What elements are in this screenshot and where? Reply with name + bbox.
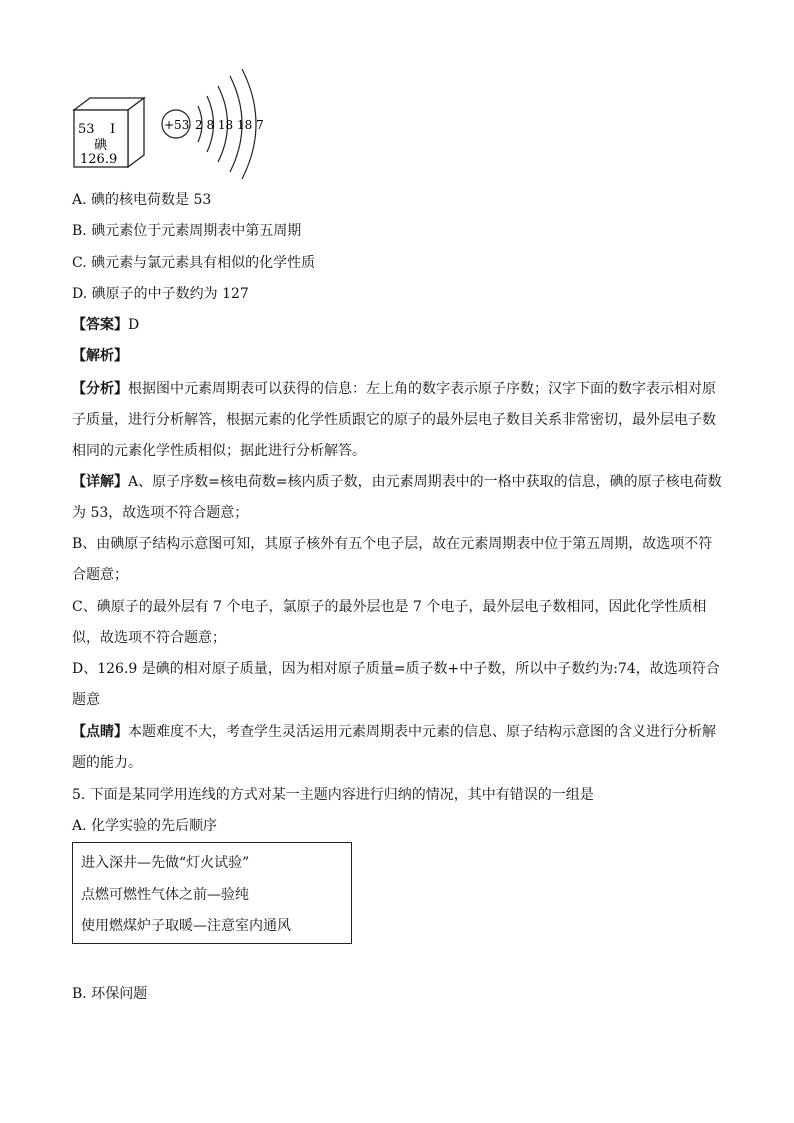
detail-paragraph-d: D、126.9 是碘的相对原子质量，因为相对原子质量=质子数+中子数，所以中子数约为:74，故选项符合题意 [72,661,720,708]
detail-paragraph-b: B、由碘原子结构示意图可知，其原子核外有五个电子层，故在元素周期表中位于第五周期，故选项不符合题意； [72,536,713,583]
answer-line [72,315,139,335]
detail-a-text: A、原子序数=核电荷数=核内质子数，由元素周期表中的一格中获取的信息，碘的原子核电荷数为 53，故选项不符合题意； [72,474,722,521]
option-d: D. 碘原子的中子数约为 127 [72,286,249,302]
nucleus-charge: +53 [164,118,190,132]
box-line-1: 进入深井—先做“灯火试验” [81,855,250,871]
atomic-number: 53 [78,122,95,137]
analysis-sub-label: 【分析】 [72,381,128,397]
comment-text: 本题难度不大，考查学生灵活运用元素周期表中元素的信息、原子结构示意图的含义进行分析解题的能力。 [72,724,716,771]
atom-diagram [162,69,264,179]
analysis-text: 根据图中元素周期表可以获得的信息：左上角的数字表示原子序数；汉字下面的数字表示相对原子质量，进行分析解答，根据元素的化学性质跟它的原子的最外层电子数目关系非常密切，最外层电子数相同的元素化学性质相似；据此进行分析解答。 [72,381,716,459]
option-a: A. 碘的核电荷数是 53 [72,192,212,208]
iodine-figure [72,66,272,182]
element-tile [74,98,144,167]
detail-paragraph-c: C、碘原子的最外层有 7 个电子，氯原子的最外层也是 7 个电子，最外层电子数相同，因此化学性质相似，故选项不符合题意； [72,599,707,646]
answer-value: D [128,317,140,333]
element-name: 碘 [94,138,108,153]
question5-option-b-title: B. 环保问题 [72,986,148,1002]
comment-paragraph [72,717,724,779]
option-c: C. 碘元素与氯元素具有相似的化学性质 [72,255,316,271]
option-a-box [72,842,352,944]
analysis-label: 【解析】 [72,348,128,364]
analysis-heading [72,346,128,366]
comment-label: 【点睛】 [72,724,128,740]
detail-label: 【详解】 [72,474,128,490]
detail-paragraph-a [72,467,724,529]
shell-electrons: 2 8 18 18 7 [195,118,264,132]
question5-stem: 5. 下面是某同学用连线的方式对某一主题内容进行归纳的情况，其中有错误的一组是 [72,787,594,803]
analysis-paragraph [72,374,724,467]
answer-label: 【答案】 [72,317,128,333]
element-symbol: I [110,122,116,137]
box-line-3: 使用燃煤炉子取暖—注意室内通风 [81,918,291,934]
box-line-2: 点燃可燃性气体之前—验纯 [81,887,249,903]
question5-option-a-title: A. 化学实验的先后顺序 [72,818,218,834]
atomic-mass: 126.9 [80,152,118,167]
option-b: B. 碘元素位于元素周期表中第五周期 [72,223,302,239]
